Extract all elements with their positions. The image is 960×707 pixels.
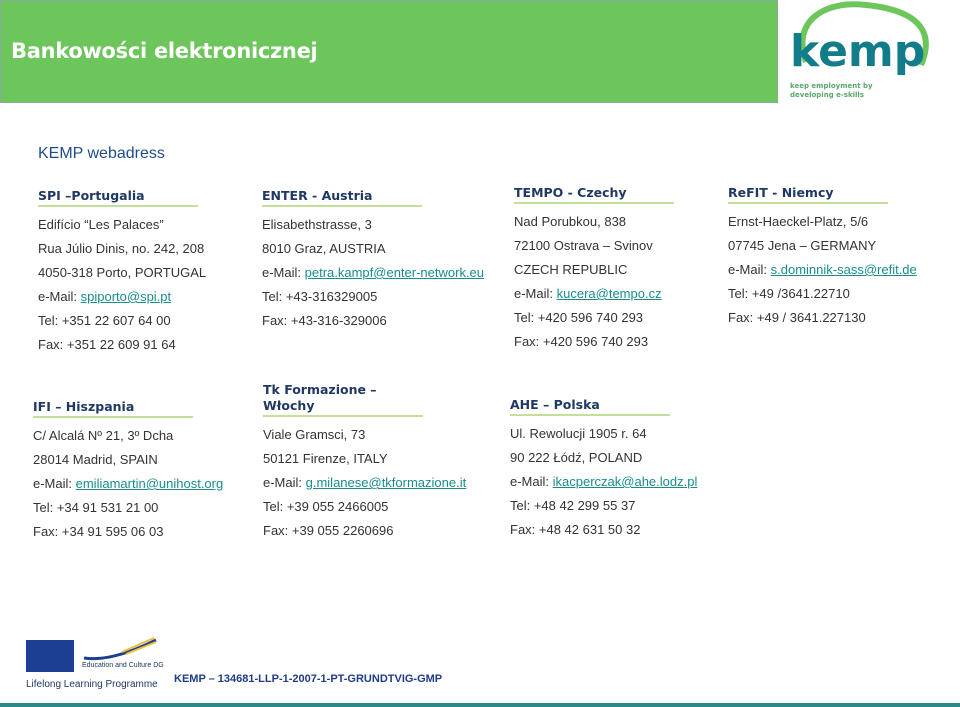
partner-heading: SPI –Portugalia [38, 188, 198, 207]
address-line: 8010 Graz, AUSTRIA [262, 241, 386, 256]
partner-heading: ReFIT - Niemcy [728, 185, 888, 204]
site-label: KEMP webadress [38, 145, 165, 162]
phone-line: Tel: +34 91 531 21 00 [33, 500, 159, 515]
address-line: CZECH REPUBLIC [514, 262, 628, 277]
email-line [514, 282, 674, 306]
email-label: e-Mail: [262, 265, 305, 280]
partner-block [514, 185, 674, 354]
partner-block [262, 188, 484, 333]
phone-line: Tel: +43-316329005 [262, 289, 378, 304]
address-line: Viale Gramsci, 73 [263, 427, 366, 442]
email-link[interactable]: emiliamartin@unihost.org [75, 476, 224, 491]
llp-label: Lifelong Learning Programme [26, 679, 158, 690]
email-label: e-Mail: [33, 476, 76, 491]
email-link[interactable]: petra.kampf@enter-network.eu [304, 265, 485, 280]
partner-block [38, 188, 206, 357]
phone-line: Fax: +34 91 595 06 03 [33, 524, 164, 539]
email-label: e-Mail: [728, 262, 771, 277]
phone-line: Fax: +420 596 740 293 [514, 334, 649, 349]
project-code: KEMP – 134681-LLP-1-2007-1-PT-GRUNDTVIG-GMP [174, 673, 443, 685]
email-line [510, 470, 697, 494]
phone-line: Fax: +351 22 609 91 64 [38, 337, 176, 352]
partner-block [33, 399, 223, 544]
eu-flag-icon [26, 640, 74, 672]
address-line: Ernst-Haeckel-Platz, 5/6 [728, 214, 869, 229]
phone-line: Tel: +48 42 299 55 37 [510, 498, 636, 513]
phone-line: Tel: +39 055 2466005 [263, 499, 389, 514]
email-line [263, 471, 466, 495]
address-line: Ul. Rewolucji 1905 r. 64 [510, 426, 647, 441]
header-banner [0, 0, 778, 103]
email-label: e-Mail: [263, 475, 306, 490]
edu-culture-label: Education and Culture DG [82, 662, 164, 669]
partner-block [728, 185, 917, 330]
kemp-logo [786, 0, 956, 103]
email-label: e-Mail: [510, 474, 553, 489]
email-label: e-Mail: [38, 289, 81, 304]
address-line: 72100 Ostrava – Svinov [514, 238, 653, 253]
address-line: Elisabethstrasse, 3 [262, 217, 372, 232]
email-link[interactable]: g.milanese@tkformazione.it [305, 475, 467, 490]
bottom-divider [0, 703, 960, 707]
page-title: Bankowości elektronicznej [11, 39, 318, 63]
address-line: 50121 Firenze, ITALY [263, 451, 388, 466]
phone-line: Fax: +48 42 631 50 32 [510, 522, 641, 537]
email-link[interactable]: s.dominnik-sass@refit.de [770, 262, 917, 277]
phone-line: Tel: +49 /3641.22710 [728, 286, 850, 301]
phone-line: Tel: +420 596 740 293 [514, 310, 644, 325]
phone-line: Tel: +351 22 607 64 00 [38, 313, 171, 328]
partner-heading: ENTER - Austria [262, 188, 422, 207]
email-line [728, 258, 917, 282]
phone-line: Fax: +49 / 3641.227130 [728, 310, 866, 325]
svg-text:kemp: kemp [790, 26, 926, 77]
partner-block [263, 382, 466, 543]
email-link[interactable]: ikacperczak@ahe.lodz.pl [552, 474, 698, 489]
address-line: 4050-318 Porto, PORTUGAL [38, 265, 207, 280]
email-link[interactable]: kucera@tempo.cz [556, 286, 662, 301]
partner-heading: AHE – Polska [510, 397, 670, 416]
partner-heading: Tk Formazione – Włochy [263, 382, 423, 417]
address-line: Edifício “Les Palaces” [38, 217, 164, 232]
email-link[interactable]: spiporto@spi.pt [80, 289, 172, 304]
address-line: C/ Alcalá Nº 21, 3º Dcha [33, 428, 174, 443]
address-line: 07745 Jena – GERMANY [728, 238, 877, 253]
address-line: Nad Porubkou, 838 [514, 214, 627, 229]
email-label: e-Mail: [514, 286, 557, 301]
phone-line: Fax: +43-316-329006 [262, 313, 387, 328]
svg-text:developing e-skills: developing e-skills [790, 91, 864, 99]
address-line: 28014 Madrid, SPAIN [33, 452, 158, 467]
phone-line: Fax: +39 055 2260696 [263, 523, 394, 538]
partner-heading: IFI – Hiszpania [33, 399, 193, 418]
svg-text:keep employment by: keep employment by [790, 82, 873, 90]
llp-bird-icon [82, 636, 160, 662]
partner-block [510, 397, 697, 542]
address-line: 90 222 Łódź, POLAND [510, 450, 643, 465]
partner-heading: TEMPO - Czechy [514, 185, 674, 204]
email-line [38, 285, 206, 309]
email-line [33, 472, 223, 496]
address-line: Rua Júlio Dinis, no. 242, 208 [38, 241, 205, 256]
email-line [262, 261, 484, 285]
